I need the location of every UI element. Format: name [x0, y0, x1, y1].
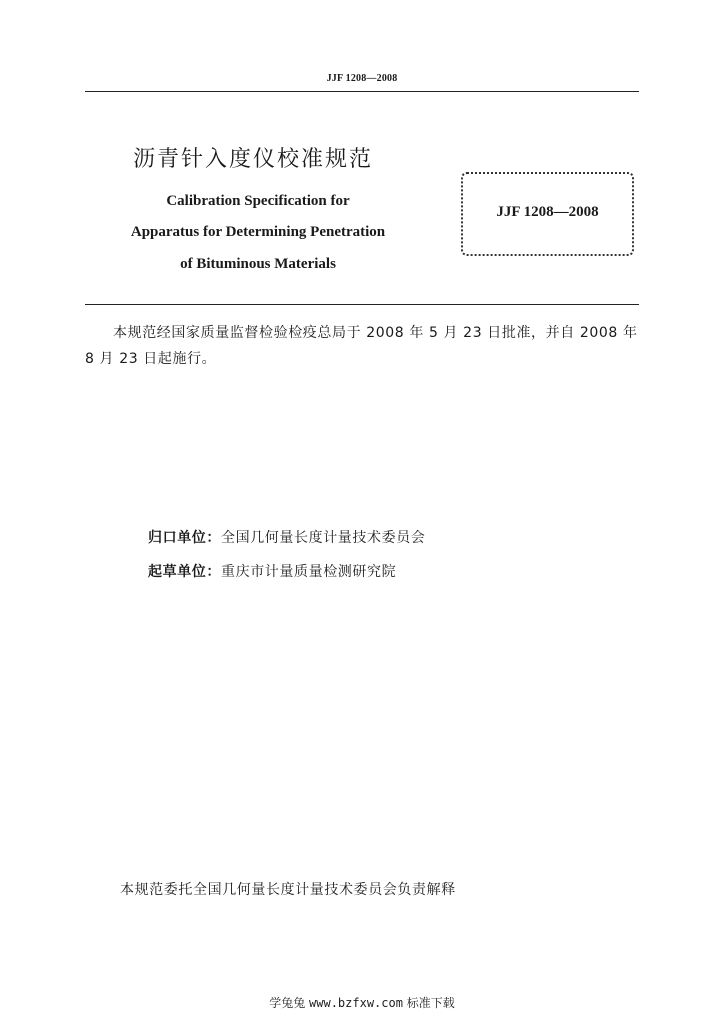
- chinese-title: 沥青针入度仪校准规范: [133, 147, 374, 172]
- drafting-unit-line: [148, 561, 396, 581]
- title-separator-rule: [85, 304, 639, 305]
- english-title-line-3: of Bituminous Materials: [180, 256, 336, 272]
- standard-code: JJF 1208—2008: [496, 204, 599, 220]
- responsible-unit-value: 全国几何量长度计量技术委员会: [221, 530, 426, 546]
- drafting-unit-label: 起草单位：: [148, 564, 221, 580]
- drafting-unit-value: 重庆市计量质量检测研究院: [221, 564, 397, 580]
- page-header-code: JJF 1208—2008: [326, 73, 398, 84]
- watermark-prefix: 学兔兔: [269, 996, 306, 1010]
- english-title-line-1: Calibration Specification for: [166, 193, 350, 209]
- responsible-unit-line: [148, 527, 425, 547]
- watermark-suffix: 标准下载: [406, 996, 455, 1010]
- header-rule: [85, 91, 639, 92]
- approval-statement: 本规范经国家质量监督检验检疫总局于 2008 年 5 月 23 日批准，并自 2008 年 8 月 23 日起施行。: [85, 325, 638, 367]
- standard-code-box: [461, 172, 634, 256]
- watermark-url: www.bzfxw.com: [309, 996, 403, 1010]
- english-title-line-2: Apparatus for Determining Penetration: [130, 224, 386, 240]
- download-watermark: [0, 994, 724, 1011]
- responsible-unit-label: 归口单位：: [148, 530, 221, 546]
- interpretation-statement: 本规范委托全国几何量长度计量技术委员会负责解释: [120, 882, 456, 898]
